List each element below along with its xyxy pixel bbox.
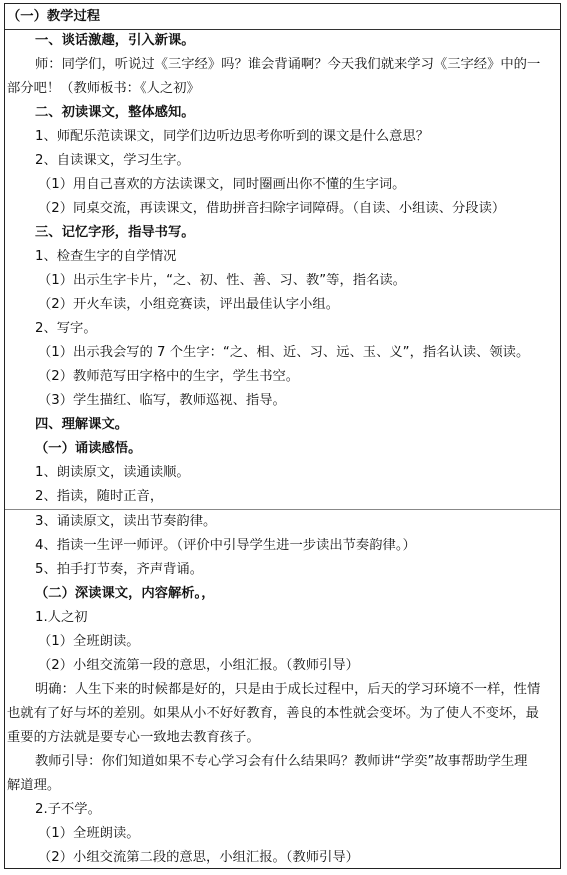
sub-item: （1）出示我会写的 7 个生字：“之、相、近、习、远、玉、义”，指名认读、领读。 — [38, 345, 530, 360]
list-item: 2、指读，随时正音， — [35, 489, 164, 504]
sub-heading: （一）诵读感悟。 — [35, 441, 142, 456]
list-item: 2、自读课文，学习生字。 — [35, 153, 190, 168]
list-item: 5、拍手打节奏，齐声背诵。 — [35, 562, 204, 577]
sub-item: （1）出示生字卡片，“之、初、性、善、习、教”等，指名读。 — [38, 273, 406, 288]
sub-item: （2）开火车读，小组竞赛读，评出最佳认字小组。 — [38, 297, 339, 312]
lesson-plan-table — [4, 3, 561, 869]
sub-item: （3）学生描红、临写，教师巡视、指导。 — [38, 393, 286, 408]
list-item: 1、朗读原文，读通读顺。 — [35, 465, 190, 480]
list-item: 4、指读一生评一师评。（评价中引导学生进一步读出节奏韵律。） — [35, 538, 416, 553]
sub-item: （2）小组交流第二段的意思，小组汇报。（教师引导） — [38, 850, 359, 865]
paragraph-line: 师：同学们，听说过《三字经》吗？谁会背诵啊？今天我们就来学习《三字经》中的一 — [35, 57, 541, 72]
sub-heading: （二）深读课文，内容解析。， — [35, 586, 215, 601]
sub-item: （2）同桌交流，再读课文，借助拼音扫除字词障碍。（自读、小组读、分段读） — [38, 201, 506, 216]
list-item: 2.子不学。 — [35, 802, 101, 817]
sub-item: （2）教师范写田字格中的生字，学生书空。 — [38, 369, 300, 384]
paragraph-line: 教师引导：你们知道如果不专心学习会有什么结果吗？教师讲“学奕”故事帮助学生理 — [35, 754, 528, 769]
step-heading: 一、谈话激趣，引入新课。 — [35, 33, 195, 48]
sub-item: （1）用自己喜欢的方法读课文，同时圈画出你不懂的生字词。 — [38, 177, 406, 192]
step-heading: 四、理解课文。 — [35, 417, 129, 432]
list-item: 2、写字。 — [35, 321, 97, 336]
step-heading: 三、记忆字形，指导书写。 — [35, 225, 195, 240]
list-item: 1.人之初 — [35, 610, 88, 625]
paragraph-line: 解道理。 — [7, 778, 61, 793]
step-heading: 二、初读课文，整体感知。 — [35, 105, 195, 120]
sub-item: （1）全班朗读。 — [38, 634, 140, 649]
paragraph-line: 也就有了好与坏的差别。如果从小不好好教育，善良的本性就会变坏。为了使人不变坏，最 — [7, 706, 539, 721]
list-item: 1、师配乐范读课文，同学们边听边思考你听到的课文是什么意思？ — [35, 129, 430, 144]
sub-item: （1）全班朗读。 — [38, 826, 140, 841]
paragraph-line: 部分吧！（教师板书：《人之初》 — [7, 81, 200, 96]
sub-item: （2）小组交流第一段的意思，小组汇报。（教师引导） — [38, 658, 359, 673]
section-heading: （一）教学过程 — [7, 9, 101, 24]
paragraph-line: 明确：人生下来的时候都是好的，只是由于成长过程中，后天的学习环境不一样，性情 — [35, 682, 541, 697]
list-item: 1、检查生字的自学情况 — [35, 249, 177, 264]
list-item: 3、诵读原文，读出节奏韵律。 — [35, 514, 217, 529]
paragraph-line: 重要的方法就是要专心一致地去教育孩子。 — [7, 730, 260, 745]
